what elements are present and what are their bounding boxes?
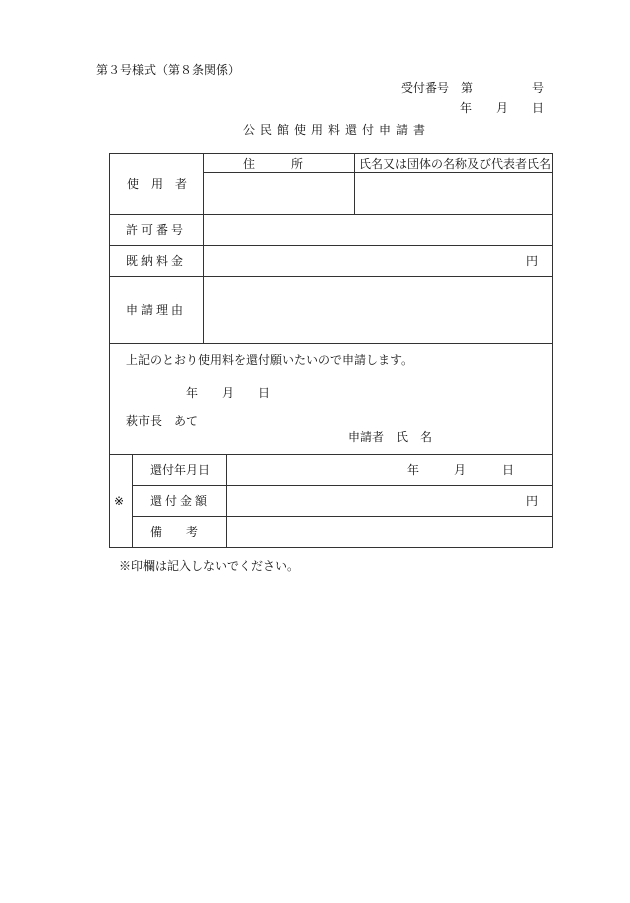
user-label: 使 用 者 (127, 177, 188, 191)
address-label: 住 所 (243, 157, 304, 171)
name-label: 氏名又は団体の名称及び代表者氏名 (359, 157, 552, 171)
declaration-day: 日 (258, 386, 271, 400)
refund-year: 年 (407, 463, 420, 477)
header-date-day: 日 (532, 101, 545, 115)
remarks-label: 備 考 (150, 525, 199, 539)
reason-label: 申請理由 (126, 303, 187, 317)
permit-number-label: 許可番号 (126, 223, 187, 237)
reception-prefix: 第 (461, 81, 474, 95)
refund-day: 日 (502, 463, 515, 477)
addressee: 萩市長 あて (126, 414, 199, 428)
refund-amount-unit: 円 (526, 494, 539, 508)
header-date-year: 年 (460, 101, 473, 115)
refund-month: 月 (454, 463, 467, 477)
refund-amount-field[interactable] (227, 486, 552, 515)
refund-amount-label: 還付金額 (150, 494, 211, 508)
declaration-month: 月 (222, 386, 235, 400)
form-number: 第３号様式（第８条関係） (96, 63, 241, 77)
name-field[interactable] (355, 173, 552, 213)
paid-fee-unit: 円 (526, 254, 539, 268)
header-date-month: 月 (496, 101, 509, 115)
reception-suffix: 号 (532, 81, 545, 95)
refund-date-label: 還付年月日 (150, 463, 211, 477)
reception-label: 受付番号 (401, 81, 450, 95)
paid-fee-field[interactable] (204, 246, 552, 275)
applicant-label: 申請者 (348, 430, 385, 444)
address-field[interactable] (204, 173, 353, 213)
document-title: 公民館使用料還付申請書 (243, 123, 431, 137)
reason-field[interactable] (204, 277, 552, 342)
remarks-field[interactable] (227, 517, 552, 547)
permit-number-field[interactable] (204, 215, 552, 244)
office-use-mark: ※ (114, 494, 125, 508)
applicant-name-label: 氏 名 (396, 430, 433, 444)
paid-fee-label: 既納料金 (126, 254, 187, 268)
footnote: ※印欄は記入しないでください。 (119, 559, 300, 573)
declaration-text: 上記のとおり使用料を還付願いたいので申請します。 (126, 353, 414, 367)
declaration-year: 年 (186, 386, 199, 400)
